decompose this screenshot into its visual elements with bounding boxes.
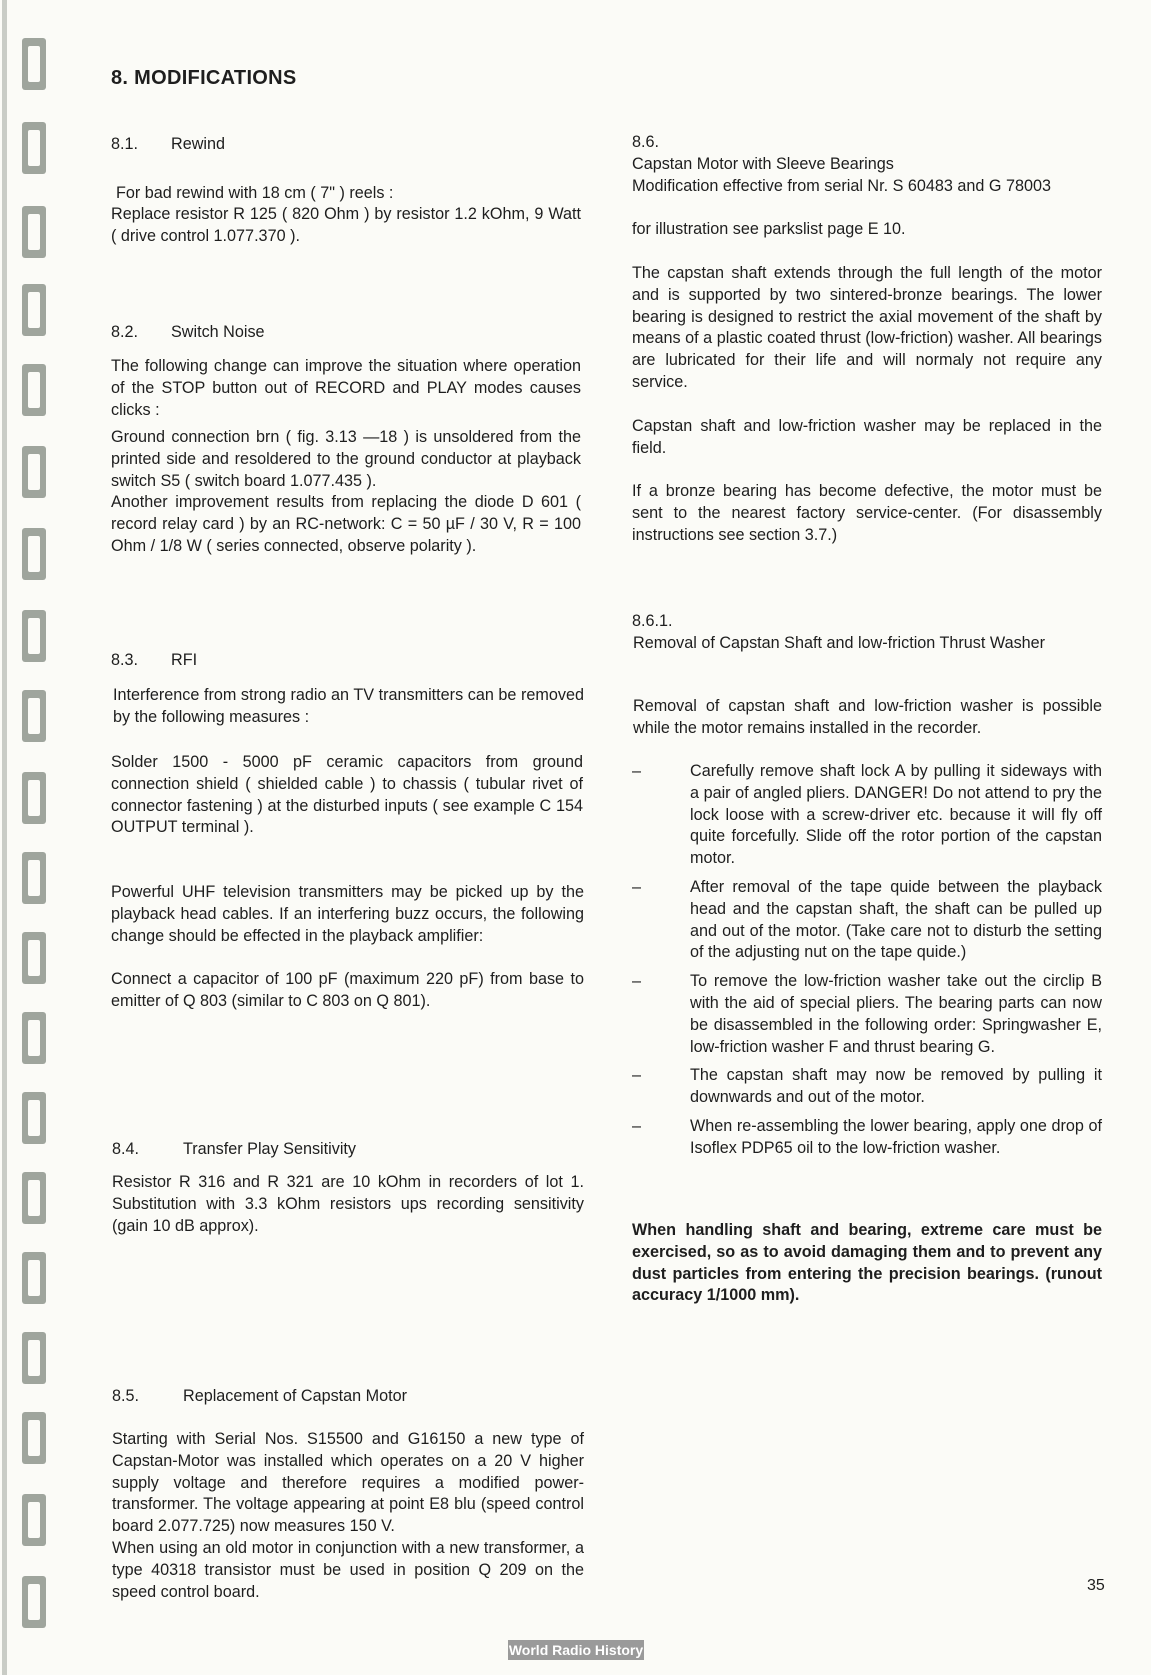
paragraph: Removal of capstan shaft and low-friction washer is possible while the motor remains installed in the recorder. <box>633 697 1102 737</box>
section-title: Transfer Play Sensitivity <box>183 1140 357 1158</box>
procedure-list <box>632 761 1102 1167</box>
section-number: 8.2. <box>111 323 139 341</box>
binder-hole <box>22 1576 46 1628</box>
list-item-text: When re-assembling the lower bearing, apply one drop of Isoflex PDP65 oil to the low-friction washer. <box>690 1116 1102 1157</box>
section-number: 8.3. <box>111 651 139 669</box>
section-title: Switch Noise <box>171 323 265 341</box>
binder-hole <box>22 364 46 416</box>
list-item-text: Carefully remove shaft lock A by pulling it sideways with a pair of angled pliers. DANGER! Do not attend to pry the lock loose with a screw-driver etc. because it will fly off quite forcefully. Slide off the rotor portion of the capstan motor. <box>690 762 1102 868</box>
binder-hole <box>22 528 46 580</box>
paragraph: The capstan shaft extends through the full length of the motor and is supported by two sintered-bronze bearings. The lower bearing is designed to restrict the axial movement of the shaft by means of a plastic coated thrust (low-friction) washer. All bearings are lubricated for their life and will normaly not require any service. <box>632 264 1102 391</box>
paragraph: Ground connection brn ( fig. 3.13 —18 ) is unsoldered from the printed side and resoldered to the ground conductor at playback switch S5 ( switch board 1.077.435 ). <box>111 428 581 490</box>
list-item-text: The capstan shaft may now be removed by pulling it downwards and out of the motor. <box>690 1066 1102 1107</box>
list-item <box>632 1116 1102 1160</box>
binder-hole <box>22 1412 46 1464</box>
list-item-text: After removal of the tape quide between the playback head and the capstan shaft, the shaft can be pulled up and out of the motor. (Take care not to disturb the setting of the adjusting nut on the tape quide.) <box>690 877 1102 962</box>
list-item-text: To remove the low-friction washer take out the circlip B with the aid of special pliers. The bearing parts can now be disassembled in the following order: Springwasher E, low-friction washer F and thrust bearing G. <box>690 972 1102 1056</box>
footer-badge: World Radio History <box>508 1642 644 1658</box>
section-title: RFI <box>171 651 198 669</box>
binder-hole <box>22 1494 46 1546</box>
caution-paragraph: When handling shaft and bearing, extreme care must be exercised, so as to avoid damaging them and to prevent any dust particles from entering the precision bearings. (runout accuracy 1/1000 mm). <box>632 1221 1102 1305</box>
binder-hole <box>22 1332 46 1384</box>
paragraph: The following change can improve the situation where operation of the STOP button out of RECORD and PLAY modes causes clicks : <box>111 357 581 419</box>
binder-hole <box>22 1172 46 1224</box>
binder-hole <box>22 1252 46 1304</box>
dash-marker: – <box>632 877 642 896</box>
dash-marker: – <box>632 1066 642 1085</box>
section-title: Replacement of Capstan Motor <box>183 1387 408 1405</box>
effective-note: Modification effective from serial Nr. S 60483 and G 78003 <box>632 177 1052 195</box>
binder-hole <box>22 1092 46 1144</box>
binder-margin <box>0 0 70 1675</box>
paragraph: When using an old motor in conjunction with a new transformer, a type 40318 transistor must be used in position Q 209 on the speed control board. <box>112 1539 584 1601</box>
section-number-8-6-1: 8.6.1. <box>632 612 673 630</box>
dash-marker: – <box>632 972 642 991</box>
section-number: 8.4. <box>112 1140 140 1158</box>
paragraph: Interference from strong radio an TV transmitters can be removed by the following measures : <box>113 686 584 726</box>
paragraph: Capstan shaft and low-friction washer may be replaced in the field. <box>632 417 1102 457</box>
section-number: 8.5. <box>112 1387 140 1405</box>
section-number: 8.1. <box>111 135 139 153</box>
paragraph: Solder 1500 - 5000 pF ceramic capacitors from ground connection shield ( shielded cable ) to chassis ( tubular rivet of connector fastening ) at the disturbed inputs ( see example C 154 OUTPUT terminal ). <box>111 753 583 837</box>
paragraph: Replace resistor R 125 ( 820 Ohm ) by resistor 1.2 kOhm, 9 Watt ( drive control 1.077.370 ). <box>111 205 581 245</box>
dash-marker: – <box>632 1116 642 1135</box>
paragraph: Another improvement results from replacing the diode D 601 ( record relay card ) by an RC-network: C = 50 µF / 30 V, R = 100 Ohm / 1/8 W ( series connected, observe polarity ). <box>111 493 581 555</box>
list-item <box>632 971 1102 1058</box>
paragraph: Connect a capacitor of 100 pF (maximum 220 pF) from base to emitter of Q 803 (similar to C 803 on Q 801). <box>111 970 584 1010</box>
binder-hole <box>22 772 46 824</box>
binder-hole <box>22 446 46 498</box>
binder-hole <box>22 1012 46 1064</box>
binder-hole <box>22 932 46 984</box>
page-edge <box>2 0 7 1675</box>
binder-hole <box>22 122 46 174</box>
section-heading-8-4 <box>112 1139 356 1161</box>
section-heading-8-2 <box>111 322 265 344</box>
binder-hole <box>22 38 46 90</box>
section-title: Rewind <box>171 135 225 153</box>
binder-hole <box>22 284 46 336</box>
page-title: 8. MODIFICATIONS <box>111 67 297 89</box>
paragraph: Powerful UHF television transmitters may be picked up by the playback head cables. If an interfering buzz occurs, the following change should be effected in the playback amplifier: <box>111 883 584 945</box>
binder-hole <box>22 610 46 662</box>
page-number: 35 <box>1087 1577 1105 1594</box>
binder-hole <box>22 206 46 258</box>
paragraph: If a bronze bearing has become defective, the motor must be sent to the nearest factory service-center. (For disassembly instructions see section 3.7.) <box>632 482 1102 544</box>
paragraph: for illustration see parkslist page E 10. <box>632 220 906 238</box>
list-item <box>632 761 1102 870</box>
paragraph: Starting with Serial Nos. S15500 and G16150 a new type of Capstan-Motor was installed which operates on a 20 V higher supply voltage and therefore requires a modified power-transformer. The voltage appearing at point E8 blu (speed control board 2.077.725) now measures 150 V. <box>112 1430 584 1536</box>
binder-hole <box>22 690 46 742</box>
section-title-8-6: Capstan Motor with Sleeve Bearings <box>632 155 894 173</box>
paragraph: For bad rewind with 18 cm ( 7" ) reels : <box>116 184 394 202</box>
section-heading-8-1 <box>111 134 225 156</box>
section-title-8-6-1: Removal of Capstan Shaft and low-friction Thrust Washer <box>633 634 1046 652</box>
paragraph: Resistor R 316 and R 321 are 10 kOhm in recorders of lot 1. Substitution with 3.3 kOhm resistors ups recording sensitivity (gain 10 dB approx). <box>112 1173 584 1235</box>
list-item <box>632 1065 1102 1109</box>
dash-marker: – <box>632 762 642 780</box>
binder-hole <box>22 852 46 904</box>
section-number-8-6: 8.6. <box>632 133 660 151</box>
section-heading-8-3 <box>111 650 197 672</box>
list-item <box>632 877 1102 964</box>
section-heading-8-5 <box>112 1386 407 1408</box>
